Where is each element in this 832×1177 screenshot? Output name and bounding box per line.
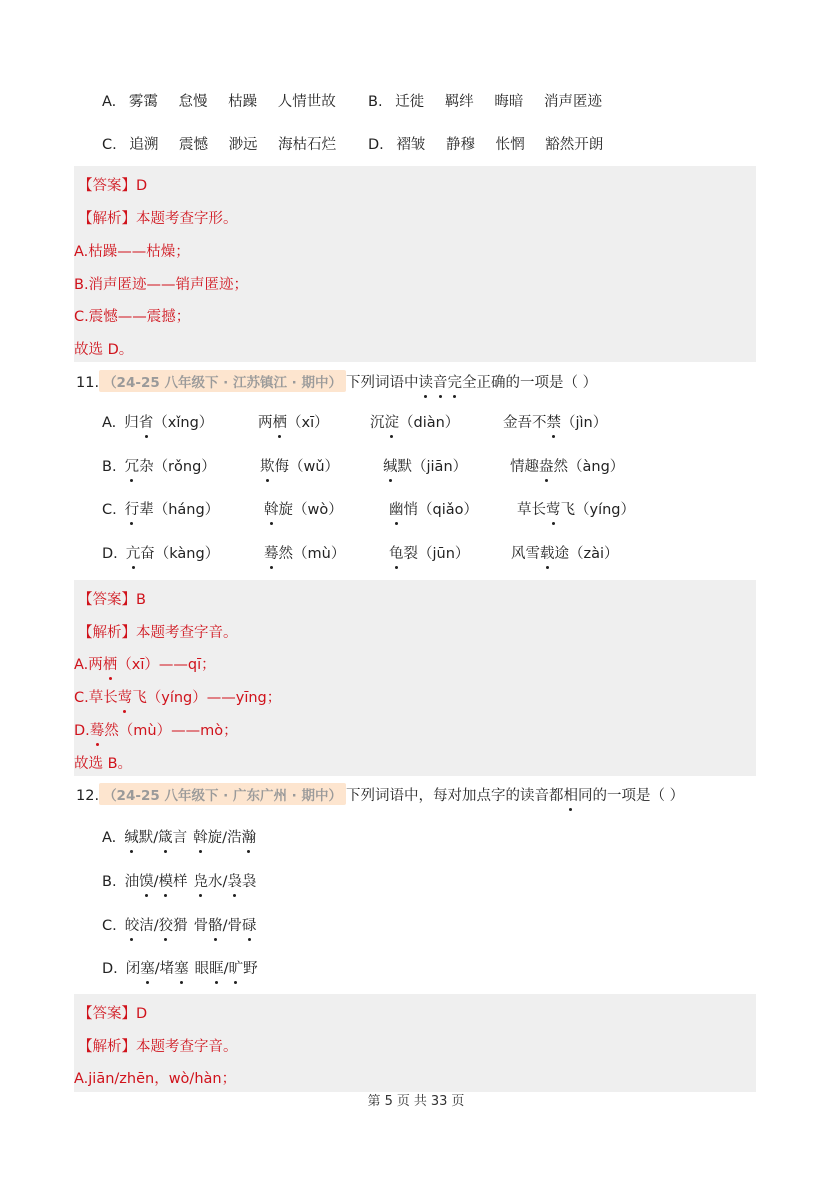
answer-line <box>78 588 146 609</box>
word: 人情世故 <box>277 94 336 110</box>
separator: / <box>153 874 159 890</box>
word: 追溯 <box>129 137 159 153</box>
word-part: 两 <box>258 415 273 431</box>
q11-option-item <box>264 542 345 563</box>
answer-line <box>78 1002 147 1023</box>
analysis-label: 【解析】 <box>78 1039 136 1055</box>
dotted-char: 栖 <box>102 657 118 673</box>
dotted-char: 碌 <box>242 918 257 934</box>
q11-option-item <box>389 542 469 563</box>
word: 羁绊 <box>444 94 474 110</box>
analysis-detail: A.枯躁——枯燥； <box>74 244 190 260</box>
word-part: 途 <box>554 546 569 562</box>
word: 消声匿迹 <box>544 94 602 110</box>
separator: / <box>154 961 160 977</box>
separator: / <box>222 918 228 934</box>
word-part: 然 <box>553 459 568 475</box>
word: 枯躁 <box>228 94 258 110</box>
answer-value: D <box>136 178 148 194</box>
analysis-detail: C.震憾——震撼； <box>74 309 191 325</box>
source-tag: （24-25 八年级下 · 广东广州 · 期中） <box>99 783 346 805</box>
q11-option-item <box>370 411 459 432</box>
dotted-char: 蓦 <box>89 723 105 739</box>
detail-text: C.草长 <box>74 690 118 706</box>
dotted-char: 塞 <box>140 961 155 977</box>
dotted-char: 栖 <box>272 415 287 431</box>
word-part: 草长 <box>517 502 546 518</box>
answer-value: B <box>136 592 146 608</box>
dotted-char: 淀 <box>384 415 399 431</box>
dotted-char: 省 <box>138 415 154 431</box>
word-part: 旋 <box>278 502 293 518</box>
analysis-detail: B.消声匿迹——销声匿迹； <box>74 277 249 293</box>
option-label: B. <box>368 94 383 110</box>
word-part: 辈 <box>139 502 154 518</box>
word-part: 堵 <box>159 961 175 977</box>
dotted-char: 袅 <box>227 874 242 890</box>
option-label: B. <box>102 459 117 475</box>
word-part: 猾 <box>173 918 188 934</box>
dotted-char: 冗 <box>124 459 140 475</box>
dotted-char: 行 <box>124 502 140 518</box>
pinyin: （zài） <box>569 546 619 562</box>
stem-dotted-char: 音 <box>433 375 448 391</box>
detail-text: 飞（yíng）——yīng； <box>132 690 282 706</box>
dotted-char: 盎 <box>539 459 554 475</box>
conclusion: 故选 B。 <box>74 756 133 772</box>
q11-option-item <box>102 498 219 519</box>
pinyin: （wǔ） <box>289 459 340 475</box>
detail-text: D. <box>74 723 90 739</box>
option-label: A. <box>102 415 117 431</box>
pinyin: （àng） <box>568 459 625 475</box>
pinyin: （rǒng） <box>153 459 216 475</box>
stem-text: 下列词语中 <box>346 375 419 391</box>
q11-option-item <box>102 542 219 563</box>
total-pages: 33 <box>430 1094 448 1109</box>
stem-text: 同的一项是（ ） <box>578 788 685 804</box>
footer-text: 第 <box>367 1094 381 1109</box>
pinyin: （háng） <box>153 502 220 518</box>
page-number: 5 <box>384 1094 393 1109</box>
word: 雾霭 <box>128 94 158 110</box>
word: 晦暗 <box>494 94 524 110</box>
footer-text: 共 <box>413 1094 427 1109</box>
q10-option-c[interactable] <box>102 133 336 154</box>
q10-option-d[interactable] <box>368 133 603 154</box>
analysis-detail <box>74 653 216 674</box>
q11-option-item <box>383 455 467 476</box>
option-label: B. <box>102 874 117 890</box>
option-label: D. <box>102 546 118 562</box>
q11-option-item <box>102 411 213 432</box>
stem-text: 全正确的一项是（ ） <box>462 375 598 391</box>
option-label: C. <box>102 918 117 934</box>
dotted-char: 斡 <box>193 830 208 846</box>
dotted-char: 载 <box>540 546 555 562</box>
page-footer <box>0 1090 832 1109</box>
word: 静穆 <box>446 137 475 153</box>
dotted-char: 幽 <box>389 502 404 518</box>
pinyin: （kàng） <box>154 546 220 562</box>
q10-answer-block <box>74 166 756 362</box>
word-part: 袅 <box>241 874 257 890</box>
detail-text: A.两 <box>74 657 103 673</box>
word-part: 侮 <box>274 459 289 475</box>
dotted-char: 莺 <box>117 690 133 706</box>
word-part: 风雪 <box>511 546 540 562</box>
q11-option-item <box>258 411 329 432</box>
analysis-line <box>78 621 238 642</box>
q11-option-item <box>510 455 624 476</box>
dotted-char: 亢 <box>125 546 141 562</box>
word-part: 默 <box>138 830 154 846</box>
dotted-char: 蓦 <box>264 546 279 562</box>
q12-option-row[interactable] <box>102 957 258 978</box>
word-part: 油 <box>124 874 140 890</box>
question-number: 11. <box>76 375 100 391</box>
q11-option-item <box>260 455 339 476</box>
dotted-char: 狡 <box>158 918 174 934</box>
q10-option-b[interactable] <box>368 90 602 111</box>
dotted-char: 皎 <box>124 918 140 934</box>
word-part: 归 <box>124 415 139 431</box>
dotted-char: 骼 <box>208 918 223 934</box>
answer-line <box>78 174 147 195</box>
word: 褶皱 <box>396 137 426 153</box>
stem-dotted-char: 读 <box>418 375 433 391</box>
word: 怠慢 <box>178 94 208 110</box>
word-part: 闭 <box>125 961 141 977</box>
option-label: A. <box>102 94 117 110</box>
footer-text: 页 <box>451 1094 465 1109</box>
answer-label: 【答案】 <box>78 1006 136 1022</box>
separator: / <box>222 874 228 890</box>
word-part: 默 <box>397 459 412 475</box>
word-part: 野 <box>243 961 258 977</box>
analysis-text: 本题考查字音。 <box>136 625 238 641</box>
word: 迁徙 <box>395 94 425 110</box>
q11-option-item <box>389 498 478 519</box>
dotted-char: 斡 <box>264 502 279 518</box>
word-part: 飞 <box>560 502 575 518</box>
option-label: C. <box>102 137 117 153</box>
footer-text: 页 <box>396 1094 410 1109</box>
separator: / <box>222 830 228 846</box>
word-part: 金吾不 <box>503 415 547 431</box>
analysis-detail <box>74 719 238 740</box>
pinyin: （yíng） <box>575 502 636 518</box>
word-part: 沉 <box>370 415 385 431</box>
dotted-char: 模 <box>158 874 173 890</box>
option-label: D. <box>102 961 118 977</box>
q12-stem <box>76 783 684 805</box>
dotted-char: 缄 <box>383 459 398 475</box>
dotted-char: 箴 <box>158 830 173 846</box>
q12-option-row[interactable] <box>102 826 256 847</box>
analysis-text: 本题考查字音。 <box>136 1039 238 1055</box>
word-part: 悄 <box>403 502 418 518</box>
separator: / <box>153 918 159 934</box>
q11-option-item <box>503 411 607 432</box>
q10-option-a[interactable] <box>102 90 336 111</box>
q11-option-item <box>102 455 216 476</box>
conclusion: 故选 D。 <box>74 342 134 358</box>
word-part: 样 <box>172 874 188 890</box>
dotted-char: 瀚 <box>241 830 257 846</box>
pinyin: （jūn） <box>418 546 470 562</box>
separator: / <box>223 961 229 977</box>
answer-value: D <box>136 1006 148 1022</box>
word-part: 眼 <box>194 961 210 977</box>
word: 渺远 <box>228 137 258 153</box>
q11-option-item <box>511 542 619 563</box>
analysis-label: 【解析】 <box>78 625 136 641</box>
word-part: 然 <box>278 546 293 562</box>
separator: / <box>153 830 159 846</box>
pinyin: （mù） <box>293 546 346 562</box>
answer-label: 【答案】 <box>78 592 136 608</box>
word: 怅惘 <box>495 137 525 153</box>
analysis-label: 【解析】 <box>78 211 136 227</box>
q11-option-item <box>264 498 343 519</box>
stem-text: 下列词语中，每对加点字的读音都 <box>346 788 564 804</box>
pinyin: （jìn） <box>561 415 608 431</box>
dotted-char: 眶 <box>209 961 224 977</box>
pinyin: （wò） <box>293 502 343 518</box>
word: 震憾 <box>178 137 208 153</box>
dotted-char: 缄 <box>124 830 139 846</box>
word-part: 言 <box>172 830 188 846</box>
dotted-char: 凫 <box>193 874 208 890</box>
detail-text: 然（mù）——mò； <box>104 723 238 739</box>
analysis-detail: A.jiān/zhēn，wò/hàn； <box>74 1071 237 1087</box>
dotted-char: 莺 <box>546 502 561 518</box>
pinyin: （diàn） <box>399 415 460 431</box>
dotted-char: 欺 <box>260 459 275 475</box>
q11-stem <box>76 370 597 392</box>
dotted-char: 旷 <box>228 961 244 977</box>
word-part: 骨 <box>227 918 243 934</box>
dotted-char: 禁 <box>546 415 561 431</box>
option-label: C. <box>102 502 117 518</box>
word-part: 奋 <box>140 546 155 562</box>
detail-text: （xī）——qī； <box>117 657 216 673</box>
analysis-text: 本题考查字形。 <box>136 211 238 227</box>
dotted-char: 馍 <box>139 874 154 890</box>
pinyin: （xī） <box>287 415 329 431</box>
source-tag: （24-25 八年级下 · 江苏镇江 · 期中） <box>99 370 346 392</box>
pinyin: （qiǎo） <box>418 502 478 518</box>
q12-answer-block <box>74 994 756 1092</box>
q11-answer-block <box>74 580 756 776</box>
q12-option-row[interactable] <box>102 870 256 891</box>
option-label: D. <box>368 137 384 153</box>
answer-label: 【答案】 <box>78 178 136 194</box>
pinyin: （jiān） <box>412 459 468 475</box>
analysis-line <box>78 1035 238 1056</box>
q12-option-row[interactable] <box>102 914 257 935</box>
dotted-char: 龟 <box>389 546 404 562</box>
word: 豁然开朗 <box>545 137 604 153</box>
stem-dotted-char: 完 <box>447 375 462 391</box>
word-part: 水 <box>207 874 223 890</box>
word-part: 杂 <box>139 459 154 475</box>
word-part: 情趣 <box>510 459 539 475</box>
word-part: 旋 <box>207 830 223 846</box>
word: 海枯石烂 <box>278 137 337 153</box>
word-part: 骨 <box>193 918 209 934</box>
stem-dotted-char: 相 <box>563 788 578 804</box>
option-label: A. <box>102 830 117 846</box>
word-part: 浩 <box>227 830 242 846</box>
analysis-line <box>78 207 238 228</box>
q11-option-item <box>517 498 635 519</box>
pinyin: （xǐng） <box>153 415 214 431</box>
word-part: 洁 <box>139 918 154 934</box>
analysis-detail <box>74 686 281 707</box>
word-part: 裂 <box>403 546 418 562</box>
question-number: 12. <box>76 788 100 804</box>
dotted-char: 塞 <box>174 961 189 977</box>
